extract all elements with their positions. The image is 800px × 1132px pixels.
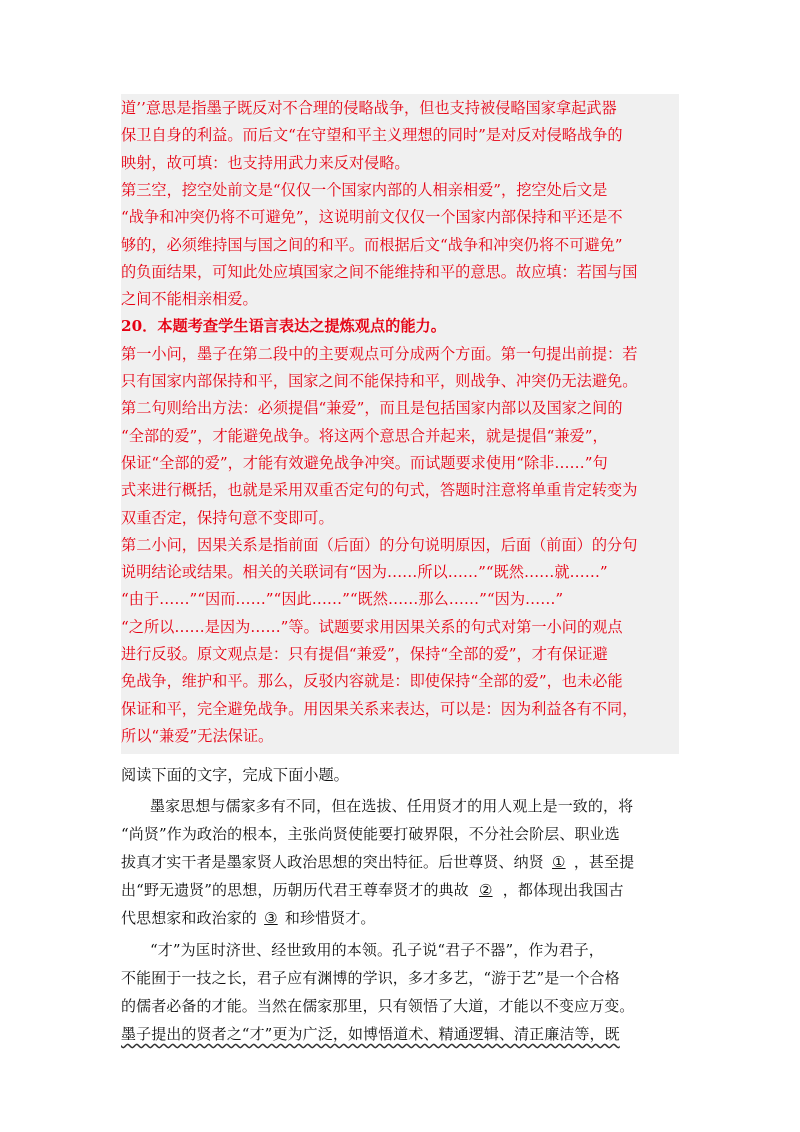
- answer-line: 第二小问，因果关系是指前面（后面）的分句说明原因，后面（前面）的分句: [121, 536, 638, 554]
- answer-line: 保证“全部的爱”，才能有效避免战争冲突。而试题要求使用“除非……”句: [121, 454, 608, 472]
- answer-line: 第一小问，墨子在第二段中的主要观点可分成两个方面。第一句提出前提：若: [121, 345, 638, 363]
- answer-line: “战争和冲突仍将不可避免”，这说明前文仅仅一个国家内部保持和平还是不: [121, 208, 623, 226]
- answer-line: 保证和平，完全避免战争。用因果关系来表达，可以是：因为利益各有不同，: [121, 700, 638, 718]
- passage-p1-line3-tail: ，甚至提: [573, 853, 635, 871]
- passage-p1-line3-text: 拔真才实干者是墨家贤人政治思想的突出特征。后世尊贤、纳贤: [121, 853, 544, 871]
- passage-p1-line5-text: 代思想家和政治家的: [121, 909, 257, 927]
- blank-1: ①: [552, 853, 566, 871]
- answer-line: 所以“兼爱”无法保证。: [121, 727, 274, 745]
- answer-line: “由于……”“因而……”“因此……”“既然……那么……”“因为……”: [121, 590, 564, 608]
- passage-p2-line3: 的儒者必备的才能。当然在儒家那里，只有领悟了大道，才能以不变应万变。: [121, 997, 635, 1015]
- answer-line: 式来进行概括，也就是采用双重否定句的句式，答题时注意将单重肯定转变为: [121, 481, 638, 499]
- passage-p2-line1: “才”为匡时济世、经世致用的本领。孔子说“君子不器”，作为君子，: [150, 941, 604, 959]
- answer-line: 够的，必须维持国与国之间的和平。而根据后文“战争和冲突仍将不可避免”: [121, 236, 623, 254]
- passage-p1-line3: [121, 850, 681, 874]
- answer-line: 之间不能相亲相爱。: [121, 290, 258, 308]
- answer-line: 保卫自身的利益。而后文“在守望和平主义理想的同时”是对反对侵略战争的: [121, 126, 623, 144]
- answer-line: 只有国家内部保持和平，国家之间不能保持和平，则战争、冲突仍无法避免。: [121, 372, 638, 390]
- answer-line: 免战争，维护和平。那么，反驳内容就是：即使保持“全部的爱”，也未必能: [121, 672, 623, 690]
- passage-p1-line4-tail: ，都体现出我国古: [502, 881, 624, 899]
- passage-p1-line5-tail: 和珍惜贤才。: [284, 909, 376, 927]
- answer-line: 道’’意思是指墨子既反对不合理的侵略战争，但也支持被侵略国家拿起武器: [121, 99, 617, 117]
- answer-line: 20．本题考查学生语言表达之提炼观点的能力。: [121, 317, 446, 335]
- reading-instruction: 阅读下面的文字，完成下面小题。: [121, 766, 349, 784]
- answer-line: 进行反驳。原文观点是：只有提倡“兼爱”，保持“全部的爱”，才有保证避: [121, 645, 608, 663]
- blank-2: ②: [478, 881, 493, 899]
- answer-line: “之所以……是因为……”等。试题要求用因果关系的句式对第一小问的观点: [121, 618, 623, 636]
- passage-p1-line5: [121, 906, 681, 930]
- wavy-underlined-sentence: 墨子提出的贤者之“才”更为广泛，如博悟道术、精通逻辑、清正廉洁等，既: [121, 1025, 620, 1043]
- answer-line: 第三空，挖空处前文是“仅仅一个国家内部的人相亲相爱”，挖空处后文是: [121, 181, 608, 199]
- answer-line: “全部的爱”，才能避免战争。将这两个意思合并起来，就是提倡“兼爱”，: [121, 427, 608, 445]
- answer-line: 映射，故可填：也支持用武力来反对侵略。: [121, 154, 410, 172]
- passage-p2-line4: [121, 1022, 681, 1046]
- answer-line: 的负面结果，可知此处应填国家之间不能维持和平的意思。故应填：若国与国: [121, 263, 638, 281]
- answer-line: 第二句则给出方法：必须提倡“兼爱”，而且是包括国家内部以及国家之间的: [121, 399, 623, 417]
- passage-p1-line4-text: 出“野无遗贤”的思想，历朝历代君王尊奉贤才的典故: [121, 881, 469, 899]
- answer-line: 说明结论或结果。相关的关联词有“因为……所以……”“既然……就……”: [121, 563, 608, 581]
- answer-line: 双重否定，保持句意不变即可。: [121, 509, 334, 527]
- passage-p1-line1: 墨家思想与儒家多有不同，但在选拔、任用贤才的用人观上是一致的，将: [150, 797, 634, 815]
- passage-p1-line4: [121, 878, 681, 902]
- passage-p2-line2: 不能囿于一技之长，君子应有渊博的学识，多才多艺，“游于艺”是一个合格: [121, 969, 620, 987]
- passage-p1-line2: “尚贤”作为政治的根本，主张尚贤使能要打破界限，不分社会阶层、职业选: [121, 825, 620, 843]
- blank-3: ③: [264, 909, 278, 927]
